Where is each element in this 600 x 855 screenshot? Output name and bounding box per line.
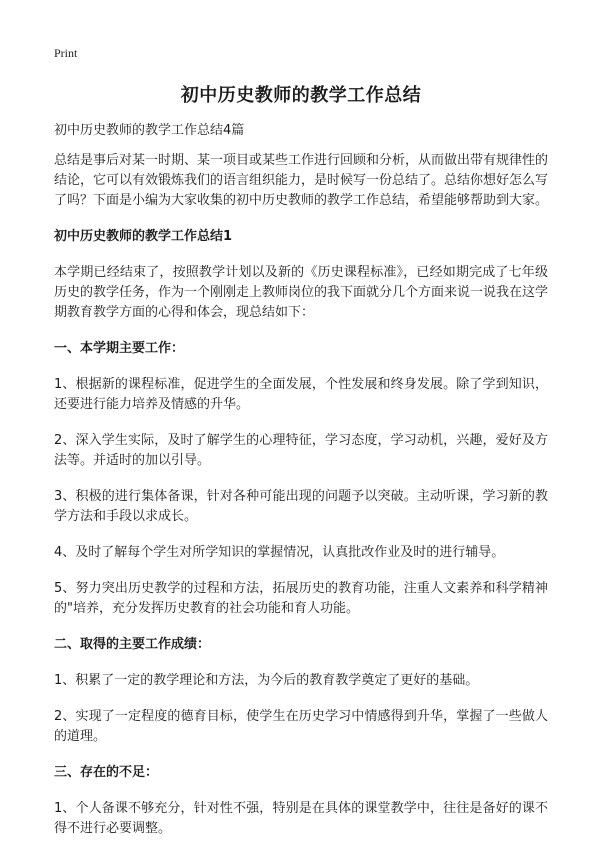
print-link[interactable]: Print	[54, 46, 78, 60]
list-item: 2、实现了一定程度的德育目标，使学生在历史学习中情感得到升华，掌握了一些做人的道理。	[54, 709, 548, 744]
page-title: 初中历史教师的教学工作总结	[180, 85, 422, 106]
section-heading-main-work: 一、本学期主要工作：	[54, 341, 185, 356]
article-body	[54, 121, 548, 855]
intro-paragraph: 总结是事后对某一时期、某一项目或某些工作进行回顾和分析，从而做出带有规律性的结论，它可以有效锻炼我们的语言组织能力，是时候写一份总结了。总结你想好怎么写了吗？下面是小编为大家收集的初中历史教师的教学工作总结，希望能够帮助到大家。	[54, 153, 549, 208]
list-item: 1、根据新的课程标准，促进学生的全面发展，个性发展和终身发展。除了学到知识，还要进行能力培养及情感的升华。	[54, 377, 548, 412]
article-heading: 初中历史教师的教学工作总结1	[54, 229, 233, 244]
list-item: 5、努力突出历史教学的过程和方法，拓展历史的教育功能，注重人文素养和科学精神的"培养，充分发挥历史教育的社会功能和育人功能。	[54, 581, 548, 616]
document-subtitle: 初中历史教师的教学工作总结4篇	[54, 123, 245, 138]
list-item: 2、深入学生实际，及时了解学生的心理特征，学习态度，学习动机，兴趣，爱好及方法等。并适时的加以引导。	[54, 433, 548, 468]
section-heading-achievements: 二、取得的主要工作成绩：	[54, 637, 211, 652]
list-item: 4、及时了解每个学生对所学知识的掌握情况，认真批改作业及时的进行辅导。	[54, 545, 505, 560]
list-item: 3、积极的进行集体备课，针对各种可能出现的问题予以突破。主动听课，学习新的教学方法和手段以求成长。	[54, 489, 548, 524]
list-item: 1、个人备课不够充分，针对性不强，特别是在具体的课堂教学中，往往是备好的课不得不进行必要调整。	[54, 801, 548, 836]
article-intro-paragraph: 本学期已经结束了，按照教学计划以及新的《历史课程标准》，已经如期完成了七年级历史的教学任务，作为一个刚刚走上教师岗位的我下面就分几个方面来说一说我在这学期教育教学方面的心得和体会，现总结如下：	[54, 265, 549, 320]
section-heading-shortcomings: 三、存在的不足：	[54, 765, 159, 780]
list-item: 1、积累了一定的教学理论和方法，为今后的教育教学奠定了更好的基础。	[54, 673, 479, 688]
